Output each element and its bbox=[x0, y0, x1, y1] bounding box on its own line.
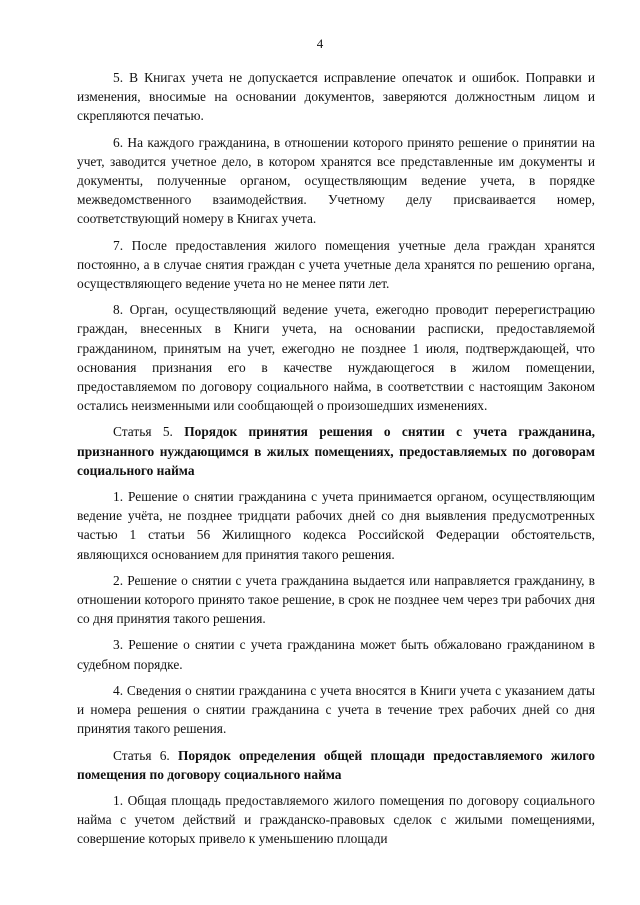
article-5-title: Порядок принятия решения о снятии с учета гражданина, признанного нуждающимся в жилых помещениях, предоставляемых по договорам социального найма bbox=[77, 424, 595, 478]
article-6-title: Порядок определения общей площади предоставляемого жилого помещения по договору социального найма bbox=[77, 747, 595, 782]
document-body bbox=[77, 68, 595, 856]
paragraph-5-4: 4. Сведения о снятии гражданина с учета вносятся в Книги учета с указанием даты и номера решения о снятии гражданина с учета в течение трех рабочих дней со дня принятия такого решения. bbox=[77, 682, 595, 737]
paragraph-5-1: 1. Решение о снятии гражданина с учета принимается органом, осуществляющим ведение учёта, не позднее тридцати рабочих дней со дня выявления предусмотренных частью 1 статьи 56 Жилищного кодекса Российской Федерации обстоятельств, являющихся основанием для принятия такого решения. bbox=[77, 489, 595, 562]
paragraph-4-7: 7. После предоставления жилого помещения учетные дела граждан хранятся постоянно, а в случае снятия граждан с учета учетные дела хранятся по решению органа, осуществляющего ведение учета но не менее пяти лет. bbox=[77, 237, 595, 292]
paragraph-4-5: 5. В Книгах учета не допускается исправление опечаток и ошибок. Поправки и изменения, вносимые на основании документов, заверяются должностным лицом и скрепляются печатью. bbox=[77, 70, 595, 124]
article-5-label: Статья 5. bbox=[113, 424, 173, 440]
paragraph-5-3: 3. Решение о снятии с учета гражданина может быть обжаловано гражданином в судебном порядке. bbox=[77, 637, 595, 672]
article-6-heading bbox=[77, 746, 595, 784]
paragraph-4-8: 8. Орган, осуществляющий ведение учета, ежегодно проводит перерегистрацию граждан, внесенных в Книги учета, на основании расписки, предоставляемой гражданином, принятым на учет, ежегодно не позднее 1 июля, подтверждающей, что основания признания его в качестве нуждающегося в жилом помещении, предоставляемом по договору социального найма, в соответствии с настоящим Законом остались неизменными или сообщающей о произошедших изменениях. bbox=[77, 302, 595, 414]
article-5-heading bbox=[77, 422, 595, 480]
article-6-label: Статья 6. bbox=[113, 747, 170, 763]
paragraph-5-2: 2. Решение о снятии с учета гражданина выдается или направляется гражданину, в отношении которого принято такое решение, в срок не позднее чем через три рабочих дня со дня принятия такого решения. bbox=[77, 572, 595, 627]
paragraph-6-1: 1. Общая площадь предоставляемого жилого помещения по договору социального найма с учетом действий и гражданско-правовых сделок с жилыми помещениями, совершение которых привело к уменьшению площади bbox=[77, 792, 595, 847]
paragraph-4-6: 6. На каждого гражданина, в отношении которого принято решение о принятии на учет, заводится учетное дело, в котором хранятся все представленные им документы и документы, полученные органом, осуществляющим ведение учета, в порядке межведомственного взаимодействия. Учетному делу присваивается номер, соответствующий номеру в Книгах учета. bbox=[77, 134, 595, 227]
page-number: 4 bbox=[316, 36, 324, 51]
